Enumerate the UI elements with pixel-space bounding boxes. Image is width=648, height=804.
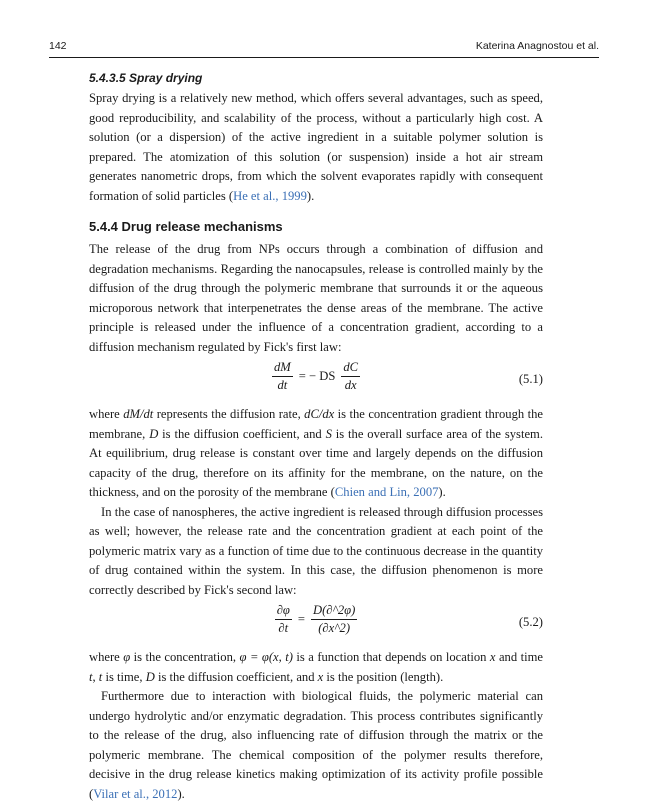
equation-number: (5.2) <box>518 615 543 629</box>
paragraph-nanospheres: In the case of nanospheres, the active ingredient is released through diffusion processes as well; however, the release rate and the concentration gradient at each point of the polymeric matrix vary as a function of time due to the continuous decrease in the quantity of drug contained within the system. In this case, the diffusion phenomenon is more correctly described by Fick's second law: <box>89 504 543 597</box>
eq2-rhs: $\frac{D(\partial\^{}2\varphi)}{(\partial x\^{}2)}$ <box>313 603 356 635</box>
paragraph-fick-first-explained: where dM/dt represents the diffusion rate, dC/dx is the concentration gradient through the membrane, D is the diffusion coefficient, and S is the overall surface area of the system. At equilibrium, drug release is constant over time and largely depends on the diffusion capacity of the drug, therefore on its affinity for the membrane, on the nature, on the thickness, and on the porosity of the membrane (Chien and Lin, 2007). <box>89 407 543 499</box>
eq1-operator: = − DS <box>298 369 336 383</box>
paragraph-spray-drying: Spray drying is a relatively new method, which offers several advantages, such as speed, good reproducibility, and scalability of the process, without a particularly high cost. A solution (or a dispersion) of the active ingredient in a suitable polymer solution is prepared. The atomization of this solution (or suspension) inside a hot air stream generates nanometric drops, from which the solvent evaporates rapidly with consequent formation of solid particles (He et al., 1999). <box>89 91 543 203</box>
heading-drug-release: 5.4.4 Drug release mechanisms <box>89 219 283 234</box>
equation-5-2 <box>89 602 543 646</box>
page-number: 142 <box>49 40 67 52</box>
eq1-lhs: $\frac{dM}{dt}$ <box>273 360 291 392</box>
paragraph-release-intro: The release of the drug from NPs occurs through a combination of diffusion and degradation mechanisms. Regarding the nanocapsules, release is controlled mainly by the diffusion of the drug through the polymeric membrane that surrounds it or the aqueous microporous network that interpenetrates the dense areas of the membrane. The active principle is released under the influence of a concentration gradient, according to a diffusion mechanism regulated by Fick's first law: <box>89 242 543 354</box>
citation-he-1999[interactable]: He et al., 1999 <box>233 188 307 203</box>
page-body <box>89 70 543 804</box>
page-header <box>49 38 599 58</box>
eq2-lhs: $\frac{\partial\varphi}{\partial t}$ <box>276 603 290 635</box>
eq2-operator: = <box>297 612 305 626</box>
eq1-rhs: $\frac{dC}{dx}$ <box>343 360 359 392</box>
citation-chien-lin-2007[interactable]: Chien and Lin, 2007 <box>334 485 439 499</box>
running-head: Katerina Anagnostou et al. <box>475 40 599 52</box>
paragraph-degradation: Furthermore due to interaction with biological fluids, the polymeric material can undergo hydrolytic and/or enzymatic degradation. This process contributes significantly to the release of the drug, also influencing rate of diffusion through the matrix or the polymeric membrane. The chemical composition of the polymer results therefore, decisive in the drug release kinetics making optimization of its activity profile possible (Vilar et al., 2012). <box>89 689 543 801</box>
heading-spray-drying: 5.4.3.5 Spray drying <box>89 71 203 85</box>
paragraph-fick-second-explained: where φ is the concentration, φ = φ(x, t) is a function that depends on location x and time t, t is time, D is the diffusion coefficient, and x is the position (length). <box>89 650 543 684</box>
equation-number: (5.1) <box>518 372 543 386</box>
equation-5-1 <box>89 359 543 403</box>
citation-vilar-2012[interactable]: Vilar et al., 2012 <box>93 786 178 801</box>
